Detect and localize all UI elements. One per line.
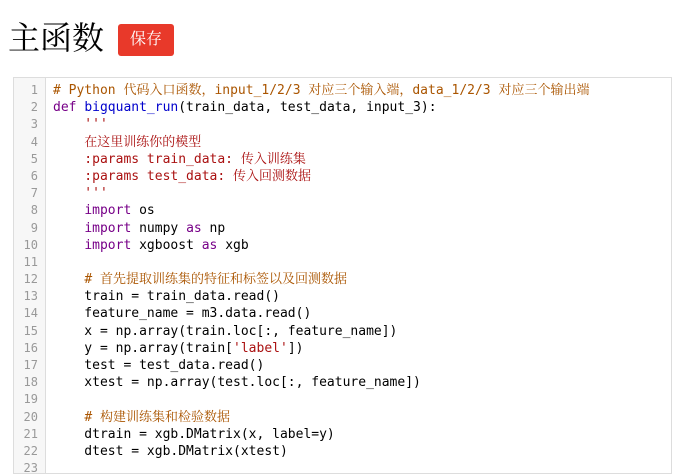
code-line — [14, 168, 671, 185]
code-text: # Python 代码入口函数，input_1/2/3 对应三个输入端，data_1/2/3 对应三个输出端 — [53, 83, 590, 98]
line-number: 5 — [30, 151, 38, 166]
code-text — [45, 254, 671, 271]
code-line — [14, 357, 671, 374]
code-line — [14, 237, 671, 254]
code-line — [14, 323, 671, 340]
line-number: 13 — [23, 289, 38, 304]
line-number: 7 — [30, 186, 38, 201]
code-line — [14, 271, 671, 288]
code-line — [14, 409, 671, 426]
code-line — [14, 254, 671, 271]
code-line — [14, 340, 671, 357]
code-line — [14, 116, 671, 133]
line-number: 2 — [30, 100, 38, 115]
line-number: 23 — [23, 461, 38, 474]
code-text: test = test_data.read() — [53, 358, 265, 373]
line-number: 8 — [30, 203, 38, 218]
code-text: def bigquant_run(train_data, test_data, input_3): — [53, 100, 437, 116]
code-editor[interactable] — [13, 77, 672, 474]
code-line — [14, 305, 671, 322]
line-number: 15 — [23, 323, 38, 338]
line-number: 14 — [23, 306, 38, 321]
line-number: 11 — [23, 254, 38, 269]
code-line — [14, 443, 671, 460]
code-line — [14, 220, 671, 237]
code-line — [14, 460, 671, 474]
line-number: 22 — [23, 443, 38, 458]
line-number: 9 — [30, 220, 38, 235]
code-text: import os — [84, 203, 155, 219]
line-number: 6 — [30, 168, 38, 183]
code-line — [14, 288, 671, 305]
line-number: 19 — [23, 392, 38, 407]
page-header — [0, 0, 682, 62]
code-text: import numpy as np — [84, 220, 226, 236]
line-number: 18 — [23, 375, 38, 390]
code-line — [14, 202, 671, 219]
line-number: 3 — [30, 117, 38, 132]
line-number: 16 — [23, 340, 38, 355]
code-text — [45, 460, 671, 474]
code-text: y = np.array(train['label']) — [53, 340, 304, 356]
code-text: 在这里训练你的模型 — [53, 134, 202, 150]
code-text: # 构建训练集和检验数据 — [84, 409, 230, 425]
line-number: 1 — [30, 83, 38, 97]
line-number: 12 — [23, 272, 38, 287]
code-line — [14, 185, 671, 202]
code-text: # 首先提取训练集的特征和标签以及回测数据 — [84, 272, 347, 288]
line-number: 20 — [23, 409, 38, 424]
code-line — [14, 426, 671, 443]
code-text: import xgboost as xgb — [84, 237, 249, 253]
line-number: 4 — [30, 134, 38, 149]
code-line — [14, 374, 671, 391]
code-text: :params test_data: 传入回测数据 — [53, 168, 312, 184]
code-text: train = train_data.read() — [53, 289, 280, 305]
code-line — [14, 99, 671, 116]
page-title: 主函数 — [8, 20, 105, 57]
code-text: :params train_data: 传入训练集 — [53, 151, 306, 167]
code-line — [14, 134, 671, 151]
code-line — [14, 151, 671, 168]
code-text: ''' — [53, 117, 108, 133]
code-text: ''' — [53, 186, 108, 202]
code-line — [14, 391, 671, 408]
code-text — [45, 391, 671, 408]
code-line — [14, 82, 671, 99]
line-number: 21 — [23, 426, 38, 441]
code-text: x = np.array(train.loc[:, feature_name]) — [53, 323, 398, 339]
code-text: dtrain = xgb.DMatrix(x, label=y) — [53, 426, 335, 442]
line-number: 10 — [23, 237, 38, 252]
save-button[interactable]: 保存 — [118, 24, 174, 56]
line-number: 17 — [23, 358, 38, 372]
code-text: dtest = xgb.DMatrix(xtest) — [53, 443, 288, 459]
code-text: xtest = np.array(test.loc[:, feature_name]) — [53, 375, 421, 391]
code-text: feature_name = m3.data.read() — [53, 306, 312, 322]
